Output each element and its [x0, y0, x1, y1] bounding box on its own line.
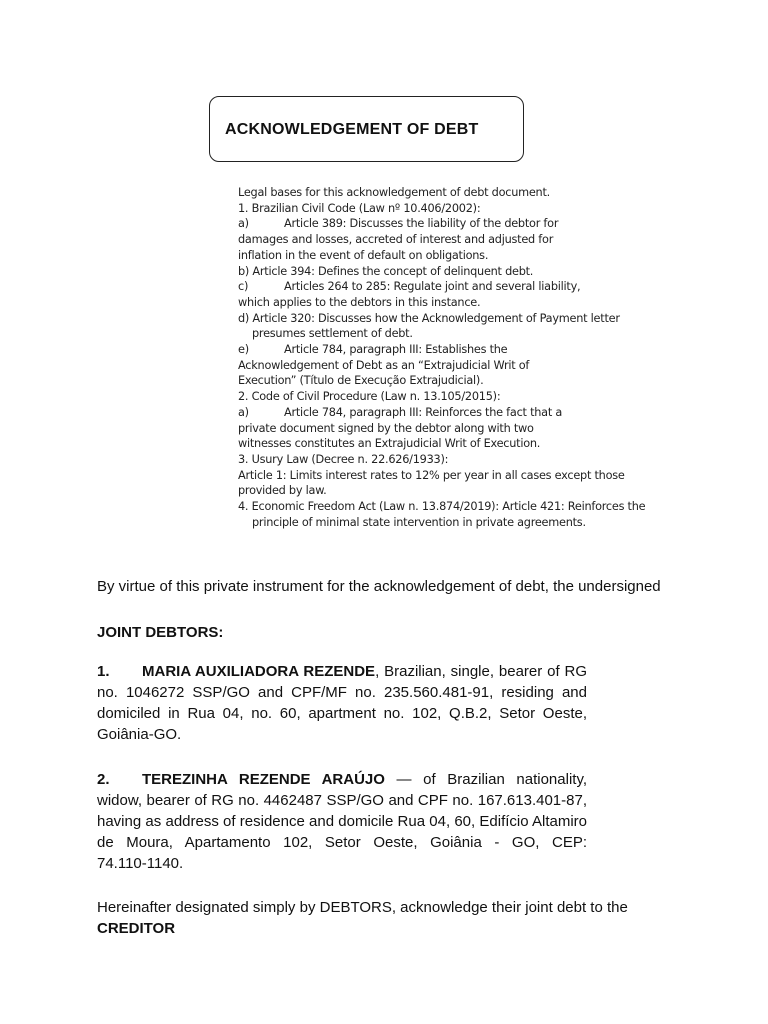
legal-line-text: Acknowledgement of Debt as an “Extrajudicial Writ of	[238, 358, 530, 372]
legal-line-text: damages and losses, accreted of interest and adjusted for	[238, 233, 554, 247]
legal-line	[238, 201, 678, 217]
debtor-2-line-5: 74.110-1140.	[97, 855, 184, 872]
debtor-2-line-1	[97, 769, 587, 790]
legal-line	[238, 185, 678, 201]
legal-line	[238, 232, 678, 248]
legal-bases-section	[238, 185, 678, 530]
legal-line	[238, 452, 678, 468]
legal-item-label: a)	[238, 405, 249, 419]
creditor-label: CREDITOR	[97, 920, 176, 937]
legal-line-text: Article 1: Limits interest rates to 12% per year in all cases except those	[238, 468, 625, 482]
legal-line-text: presumes settlement of debt.	[252, 327, 413, 341]
legal-line	[238, 216, 678, 232]
legal-line-text: Execution” (Título de Execução Extrajudicial).	[238, 374, 484, 388]
legal-line	[238, 389, 678, 405]
legal-line-text: 3. Usury Law (Decree n. 22.626/1933):	[238, 452, 449, 466]
legal-line-text: private document signed by the debtor along with two	[238, 421, 534, 435]
legal-item-label: e)	[238, 343, 249, 357]
legal-line	[238, 483, 678, 499]
legal-line-text: principle of minimal state intervention in private agreements.	[252, 515, 586, 529]
legal-line	[238, 515, 678, 531]
legal-line	[238, 405, 678, 421]
legal-line	[238, 499, 678, 515]
debtor-1-line-1	[97, 661, 587, 682]
legal-line	[238, 373, 678, 389]
debtor-1-line-1-rest: , Brazilian, single, bearer of RG	[375, 663, 587, 680]
debtor-2-name: TEREZINHA REZENDE ARAÚJO	[142, 771, 385, 788]
legal-line-text: Articles 264 to 285: Regulate joint and several liability,	[284, 280, 581, 294]
intro-paragraph: By virtue of this private instrument for the acknowledgement of debt, the undersigned	[97, 578, 661, 595]
debtor-1-line-3: domiciled in Rua 04, no. 60, apartment no. 102, Q.B.2, Setor Oeste,	[97, 705, 587, 722]
debtor-1-name: MARIA AUXILIADORA REZENDE	[142, 663, 376, 680]
legal-line-text: which applies to the debtors in this instance.	[238, 295, 481, 309]
legal-line-text: witnesses constitutes an Extrajudicial Writ of Execution.	[238, 437, 541, 451]
legal-line-text: d) Article 320: Discusses how the Acknowledgement of Payment letter	[238, 311, 620, 325]
legal-item-label: c)	[238, 280, 249, 294]
legal-line-text: Article 784, paragraph III: Establishes the	[284, 343, 508, 357]
legal-item-label: a)	[238, 217, 249, 231]
legal-line	[238, 436, 678, 452]
legal-line-text: 2. Code of Civil Procedure (Law n. 13.105/2015):	[238, 390, 501, 404]
debtor-2-line-1-rest: — of Brazilian nationality,	[384, 771, 587, 788]
legal-line-text: Legal bases for this acknowledgement of debt document.	[238, 186, 550, 199]
debtor-1-line-4: Goiânia-GO.	[97, 726, 182, 743]
legal-line-text: b) Article 394: Defines the concept of delinquent debt.	[238, 264, 534, 278]
legal-line	[238, 468, 678, 484]
legal-line	[238, 342, 678, 358]
document-title: ACKNOWLEDGEMENT OF DEBT	[225, 121, 479, 138]
closing-paragraph	[97, 897, 697, 939]
legal-line-text: 1. Brazilian Civil Code (Law nº 10.406/2002):	[238, 201, 481, 215]
legal-line	[238, 248, 678, 264]
legal-line-text: 4. Economic Freedom Act (Law n. 13.874/2019): Article 421: Reinforces the	[238, 500, 646, 514]
legal-line-text: Article 389: Discusses the liability of the debtor for	[284, 217, 559, 231]
legal-line	[238, 295, 678, 311]
legal-line-text: inflation in the event of default on obligations.	[238, 248, 489, 262]
legal-line	[238, 311, 678, 327]
debtor-2-number: 2.	[97, 771, 110, 788]
debtor-1-number: 1.	[97, 663, 110, 680]
legal-line	[238, 358, 678, 374]
legal-line	[238, 264, 678, 280]
debtor-2-line-4: de Moura, Apartamento 102, Setor Oeste, Goiânia - GO, CEP:	[97, 834, 587, 851]
debtor-2-paragraph	[97, 769, 587, 874]
title-box	[209, 96, 524, 162]
legal-line	[238, 421, 678, 437]
debtor-1-paragraph	[97, 661, 587, 745]
closing-text: Hereinafter designated simply by DEBTORS, acknowledge their joint debt to the	[97, 899, 628, 916]
debtor-2-line-3: having as address of residence and domicile Rua 04, 60, Edifício Altamiro	[97, 813, 587, 830]
debtor-1-line-2: no. 1046272 SSP/GO and CPF/MF no. 235.560.481-91, residing and	[97, 684, 587, 701]
debtor-2-line-2: widow, bearer of RG no. 4462487 SSP/GO and CPF no. 167.613.401-87,	[97, 792, 587, 809]
legal-line	[238, 326, 678, 342]
joint-debtors-heading-text: JOINT DEBTORS:	[97, 624, 224, 641]
legal-line-text: provided by law.	[238, 484, 327, 498]
legal-line-text: Article 784, paragraph III: Reinforces the fact that a	[284, 405, 563, 419]
legal-line	[238, 279, 678, 295]
joint-debtors-heading	[97, 622, 587, 643]
